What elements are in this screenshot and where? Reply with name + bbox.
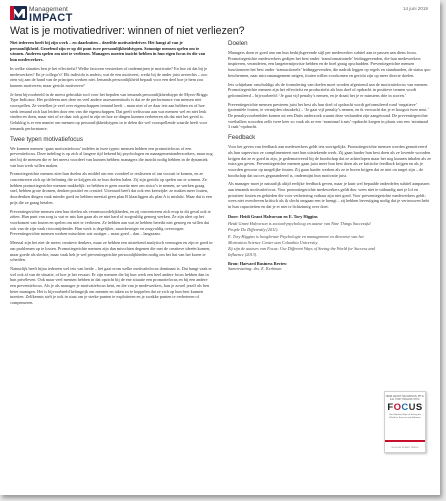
- book-title-letter: F: [387, 402, 394, 413]
- author-bio: [228, 221, 378, 272]
- book-title-letter: S: [415, 402, 423, 413]
- summary-credit: Samenvatting: drs. E. Kerkman: [228, 266, 282, 272]
- body-paragraph: Je bent bijvoorbeeld in de meest gebruikte tool voor het bepalen van iemands persoonlijkheidstype de Myers-Briggs Type Indicator. Het probleem met deze en veel andere assessmenttools is dat ze de performance van mensen niet voorspellen. Ze vertellen je veel over eigenschappen iemand heeft – maar niet of ze daar iets aan hebben en of hoe sterk iemand zich laat leiden door een van die eigenschappen. Dat geeft weliswaar aan wat mensen wel en niet leuk vinden en doen, maar niet of ze daar ook goed in zijn en hoe ze dingen kunnen verbeteren als dat niet het geval is. Gelukkig is er een manier om mensen op persoonlijkheidstypen in te delen die wel voorspellende waarde heeft voor iemands performance.: [10, 91, 208, 131]
- book-subtitle: Use Different Ways of Seeing the World for Success and Influence: [388, 414, 422, 419]
- book-publisher: HUDSON STREET PRESS: [391, 447, 419, 449]
- management-impact-logo[interactable]: [10, 6, 110, 24]
- logo-text-bottom: IMPACT: [29, 12, 73, 24]
- book-title-letter: O: [393, 402, 402, 413]
- body-paragraph: Managers doen er goed aan om hun bedrijfsgevende stijl per medewerker subtiel aan te passen aan diens focus. Promotiegerichte medewerkers gedijen het best onder ‘transformationele’ leidinggevenden, die hun medewerkers inspireren, veranderen, een langetermijnvisie hebben en de boel graag opschudden. Preventiegerichte mensen functioneren het best onder ‘transactionele’ leidinggevenden, die nadruk leggen op regels en standaarden, de status quo beschermen, naar micromanagement neigen, fouten willen voorkomen en gericht zijn op meer directe doelen.: [228, 50, 431, 78]
- body-paragraph: Preventiegerichte mensen presteren juist het best als hun doel of opdracht wordt geformuleerd rond ‘negatieve’ (potentiële fouten, te vermijden obstakels) – ‘Je gaat vijf penalty’s nemen, en ik verwacht dat je er hooguit twee mist.’ De penaltyvoorbeelden komen uit een Duits onderzoek waarin deze verbanden zijn aangetoond. De preventiegerichte voetballers scoorden zelfs twee keer zo vaak als ze een ‘nominaal à mis’-opdracht kregen in plaats van een ‘minimaal 3 raak’-opdracht.: [228, 101, 429, 130]
- book-title: [385, 403, 425, 413]
- body-paragraph: Preventiegerichte mensen zien hun doelen als verantwoordelijkheden, en zij concentreren zich erop in dit geval ook te zitten. Hun punt van zorg is wat er mis kan gaan als ze niet hard of zorgvuldig genoeg werken. Ze zijn alert op het voorkomen van fouten en spelen om niet te verliezen. Ze hebben aan wat ze hebben bereikt niet genoeg en willen dat ook van de zijn vaak risicomijdender. Hun werk is degelijker, nauwkeuriger en zorgvuldig overwogen. Preventiegerichte mensen werken misschien wat rustiger – maar goed – dan – langzaam.: [10, 208, 211, 237]
- author-heading: Door: Heidi Grant Halvorson en E. Tory Higgins: [228, 213, 318, 219]
- article-lead: Niet iedereen heeft bij zijn werk – en daarbuiten – dezelfde motivatiedriver. Het hangt af van je persoonlijkheid. Geoefend zijn er op dit punt twee persoonlijkheidstypen. Sommige mensen spelen om te winnen. Anderen spelen om niet te verliezen. Managers moeten inzicht hebben in hun eigen focus én die van hun medewerkers.: [10, 40, 206, 63]
- book-stripe: [385, 440, 425, 442]
- book-title-letter: U: [408, 402, 416, 413]
- body-paragraph: Als manager moet je natuurlijk altijd eerlijke feedback geven, maar je kunt wel bepaalde onderdelen subtiel aanpassen aan iemands motivatiefocus. Voor promotiegerichte medewerkers geldt dus: wees niet te uitbundig met je lof en prioriteer fouten en gebieden die voor verbetering vatbaar zijn niet goed. Voor preventiegerichte medewerkers geldt: wees niet overdreven kritisch als ik slecht omgaan een te brengt – zij hebben bevestiging nodig dat je vertrouwen hebt in hun capaciteiten en dat je er niet te lichtzinnig over doet.: [228, 181, 430, 210]
- right-column: [228, 40, 431, 275]
- author-bio-line: E. Tory Higgins is hoogleraar Psychologie en management en directeur van het Motivation Science Center aan Columbia University.: [228, 233, 364, 245]
- body-paragraph: We kunnen mensen ‘gaan motivatiefocus’ indelen in twee typen: mensen hebben een promotiefocus of een preventiefocus. Deze indeling is op zich al langere tijd bekend bij psychologen en managementonderzoekers, maar nog niet bij de mensen die er het meest voordeel van kunnen hebben: managers die inzicht nodig hebben in de dynamiek van hun werk willen maken.: [10, 145, 213, 168]
- book-title-letter: C: [401, 402, 409, 413]
- source-heading: Bron: Harvard Business Review: [228, 260, 288, 266]
- body-paragraph: Meestal zijn het niet de meest creatieve denkers, maar ze hebben een uitstekend analytisch vermogen en zijn er goed in om problemen op te lossen. Promotiegerichte mensen zijn dan misschien degenen die met de creatieve ideeën komen, maar goede als slechte, maar vaak heb je wel preventiegerichte persoonlijkheden nodig om het hat van het koren te scheiden.: [10, 240, 213, 263]
- book-cover-image: [384, 391, 426, 453]
- body-paragraph: In welke situaties ben je het effectiefst? Welke factoren versterken of ondermijnen je motivatie? En hoe zit dat bij je medewerkers? En je collega’s? Elk individu is anders; wat de een motiveert, werkt bij de ander juist averechts – zoo zien wij aan de hand van de principes werken niet. Iemands persoonlijkheid bepaalt voor een deel hoe je hem zou kunnen motiveren; maar gericht motiveren?: [10, 65, 208, 88]
- logo-mark-icon: [10, 6, 27, 20]
- publication-date: 14 juni 2019: [402, 6, 428, 11]
- body-paragraph: Promotiegerichte mensen zien hun doelen als middel om een voordeel te realiseren of om vooruit te komen, en ze concentreren zich op de beloning die ze krijgen als ze hun doelen halen. Zij zijn gericht op spelen om te winnen. Ze hebben promotiegerichte mensen makkelijk: ze hebben er geen moeite mee om risico’s te nemen, ze werken graag snel, hebben grote dromen, denken positief en creatief. Uiteraard heeft dat ook een keerzijde: ze maken meer fouten, doordenken dingen vaak minder goed en hebben meestal geen plan B klaarliggen als plan A is mislukt. Maar dat is een prijs die ze graag betalen.: [10, 171, 212, 205]
- author-bio-line: Heidi Grant Halvorson is sociaal-psycholoog en auteur van Nine Things Successful People Do Differently (2011).: [228, 221, 371, 233]
- article-title: Wat is je motivatiedriver: winnen of niet verliezen?: [10, 25, 245, 37]
- body-paragraph: Iets schijnbaar onschuldigs als de formulering van doelen moet worden afgestemd aan de motivatiefocus van mensen. Promotiegerichte mensen zijn het effectiefst en productiefst als hun doel of opdracht in positieve termen wordt geformuleerd – bijvoorbeeld: ‘Je gaat vijf penalty’s nemen, en je draait het je er minstens drie in scoren.’: [228, 81, 429, 98]
- body-paragraph: Natuurlijk heeft bijna iedereen wel iets van beide – het gaat erom welke motivatiefocus dominant is. Dat hangt vaak er wel ook af van de situatie, of hoe je het ervaart. Er zijn mensen die bij hun werk een heel andere focus hebben dan in hun privéleven. Ook maar veel mensen hebben in dat opzicht bij de ene situatie een promotiefocus en bij een andere een preventiefocus. Als je als manager je motivatiefocus kent, en die van je medewerkers, kun je zowel jezelf als hen beter managen. Het is bijvoorbeeld belangrijk om mensen en taken zo te koppelen dat ze zich op hun best kunnen inzetten. Zelfkennis stelt je ook in staat om je sterke punten te exploiteren en je zwakke punten te verbeteren of compenseren.: [10, 265, 212, 306]
- book-authors: HEIDI GRANT HALVORSON, PH.D. & E. TORY HIGGINS, PH.D.: [385, 395, 425, 401]
- author-bio-line: Zij zijn de auteurs van Focus: Use Different Ways of Seeing the World for Success and Influence (2013).: [228, 246, 375, 257]
- left-column: [10, 40, 213, 309]
- section-heading-motivatiefocus: Twee typen motivatiefocus: [10, 135, 83, 143]
- body-paragraph: Voor het geven van feedback aan medewerkers geldt iets soortgelijks. Promotiegerichte mensen worden gemotiveerd als hun supervisor ze complimenteert met hun uitstekende werk. Zij gaan harder hun best doen als ze lovende woorden krijgen dat ze er goed in zijn, je gedemotiveerd bij de boodschap dat ze achterlopen maar het nog kunnen inhalen als ze extra gas geven. Preventiegerichte mensen gaan juist meer hun best doen als ze kritische feedback krijgen en als je woorden gewoon op mogelijke fouten. Zij gaan harder werken als ze te horen krijgen dat ze niet on target zijn – de boodschap dat succes gegarandeerd is, ondermijnt hun motivatie juist.: [228, 144, 431, 178]
- section-heading-feedback: Feedback: [228, 134, 256, 142]
- section-heading-doelen: Doelen: [228, 40, 248, 47]
- logo-text-top: Management: [29, 6, 68, 13]
